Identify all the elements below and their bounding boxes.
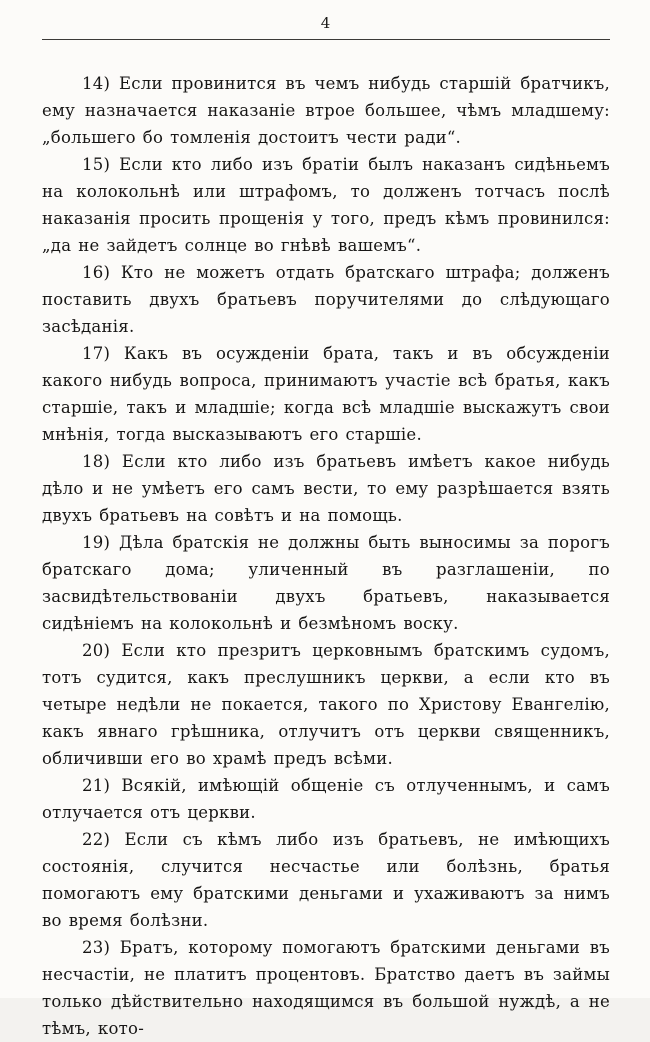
paragraph-21: 21) Всякій, имѣющій общеніе съ отлученнымъ, и самъ отлучается отъ церкви. — [42, 776, 610, 822]
page-header — [42, 14, 610, 40]
page-body — [42, 70, 610, 1042]
paragraph-16: 16) Кто не можетъ отдать братскаго штрафа; долженъ поставить двухъ братьевъ поручителями до слѣдующаго засѣданія. — [42, 263, 610, 336]
page-number: 4 — [320, 14, 332, 32]
header-rule — [42, 39, 610, 40]
paragraph-19: 19) Дѣла братскія не должны быть выносимы за порогъ братскаго дома; уличенный въ разглашеніи, по засвидѣтельствованіи двухъ братьевъ, наказывается сидѣніемъ на колокольнѣ и безмѣномъ воску. — [42, 533, 610, 633]
paragraph-23: 23) Братъ, которому помогаютъ братскими деньгами въ несчастіи, не платитъ процентовъ. Братство даетъ въ займы только дѣйствительно находящимся въ большой нуждѣ, а не тѣмъ, кото- — [42, 938, 610, 1038]
paragraph-18: 18) Если кто либо изъ братьевъ имѣетъ какое нибудь дѣло и не умѣетъ его самъ вести, то ему разрѣшается взять двухъ братьевъ на совѣтъ и на помощь. — [42, 452, 610, 525]
paragraph-22: 22) Если съ кѣмъ либо изъ братьевъ, не имѣющихъ состоянія, случится несчастье или болѣзнь, братья помогаютъ ему братскими деньгами и ухаживаютъ за нимъ во время болѣзни. — [42, 830, 610, 930]
paragraph-15: 15) Если кто либо изъ братіи былъ наказанъ сидѣньемъ на колокольнѣ или штрафомъ, то долженъ тотчасъ послѣ наказанія просить прощенія у того, предъ кѣмъ провинился: „да не зайдетъ солнце во гнѣвѣ вашемъ“. — [42, 155, 610, 255]
paragraph-17: 17) Какъ въ осужденіи брата, такъ и въ обсужденіи какого нибудь вопроса, принимаютъ участіе всѣ братья, какъ старшіе, такъ и младшіе; когда всѣ младшіе выскажутъ свои мнѣнія, тогда высказываютъ его старшіе. — [42, 344, 610, 444]
paragraph-20: 20) Если кто презритъ церковнымъ братскимъ судомъ, тотъ судится, какъ преслушникъ церкви, а если кто въ четыре недѣли не покается, такого по Христову Евангелію, какъ явнаго грѣшника, отлучитъ отъ церкви священникъ, обличивши его во храмѣ предъ всѣми. — [42, 641, 610, 768]
paragraph-14: 14) Если провинится въ чемъ нибудь старшій братчикъ, ему назначается наказаніе втрое большее, чѣмъ младшему: „большего бо томленія достоитъ чести ради“. — [42, 74, 610, 147]
